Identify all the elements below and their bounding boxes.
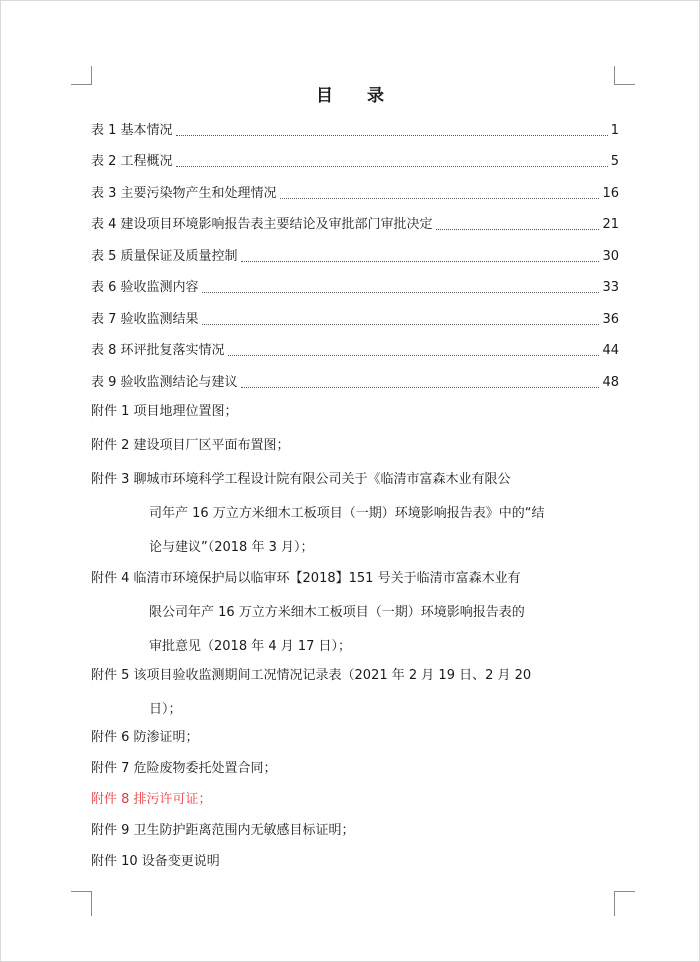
toc-page-number: 44 (602, 343, 619, 358)
attachment-1: 附件 1 项目地理位置图； (91, 404, 238, 419)
toc-page-number: 30 (602, 249, 619, 264)
toc-leader (202, 292, 600, 293)
toc-leader (280, 198, 600, 199)
toc-label: 表 7 验收监测结果 (91, 312, 199, 327)
toc-entry[interactable] (91, 310, 619, 330)
toc-entry[interactable] (91, 152, 619, 172)
attachment-4-line-3: 审批意见（2018 年 4 月 17 日）； (149, 639, 352, 654)
toc-page-number: 5 (610, 154, 619, 169)
crop-mark-bottom-right (614, 891, 635, 916)
attachment-9: 附件 9 卫生防护距离范围内无敏感目标证明； (91, 823, 355, 838)
toc-entry[interactable] (91, 278, 619, 298)
toc-label: 表 5 质量保证及质量控制 (91, 249, 238, 264)
attachment-8-highlighted: 附件 8 排污许可证； (91, 792, 212, 807)
attachment-3-line-1: 附件 3 聊城市环境科学工程设计院有限公司关于《临清市富森木业有限公 (91, 472, 511, 487)
toc-leader (241, 387, 600, 388)
toc-label: 表 3 主要污染物产生和处理情况 (91, 186, 277, 201)
toc-leader (176, 166, 608, 167)
toc-entry[interactable] (91, 341, 619, 361)
attachment-5-line-2: 日）； (149, 702, 182, 717)
attachment-5-line-1: 附件 5 该项目验收监测期间工况情况记录表（2021 年 2 月 19 日、2 月 20 (91, 668, 532, 683)
toc-label: 表 8 环评批复落实情况 (91, 343, 225, 358)
attachment-2: 附件 2 建设项目厂区平面布置图； (91, 438, 290, 453)
toc-label: 表 4 建设项目环境影响报告表主要结论及审批部门审批决定 (91, 217, 433, 232)
attachment-3 (91, 463, 621, 565)
attachment-10: 附件 10 设备变更说明 (91, 854, 220, 869)
attachment-6: 附件 6 防渗证明； (91, 730, 199, 745)
toc-label: 表 2 工程概况 (91, 154, 173, 169)
page-title: 目 录 (316, 86, 398, 106)
attachment-4 (91, 562, 621, 664)
attachment-3-line-3: 论与建议”（2018 年 3 月）； (149, 540, 314, 555)
attachment-4-line-2: 限公司年产 16 万立方米细木工板项目（一期）环境影响报告表的 (149, 605, 525, 620)
attachment-7: 附件 7 危险废物委托处置合同； (91, 761, 277, 776)
toc-leader (241, 261, 600, 262)
toc-leader (228, 355, 600, 356)
attachment-5 (91, 659, 621, 727)
toc-leader (436, 229, 600, 230)
toc-entry[interactable] (91, 215, 619, 235)
crop-mark-bottom-left (71, 891, 92, 916)
toc-entry[interactable] (91, 121, 619, 141)
toc-entry[interactable] (91, 373, 619, 393)
toc-page-number: 48 (602, 375, 619, 390)
toc-label: 表 1 基本情况 (91, 123, 173, 138)
attachment-4-line-1: 附件 4 临清市环境保护局以临审环【2018】151 号关于临清市富森木业有 (91, 571, 521, 586)
toc-leader (202, 324, 600, 325)
toc-leader (176, 135, 608, 136)
toc-page-number: 21 (602, 217, 619, 232)
toc-page-number: 33 (602, 280, 619, 295)
toc-label: 表 9 验收监测结论与建议 (91, 375, 238, 390)
attachment-3-line-2: 司年产 16 万立方米细木工板项目（一期）环境影响报告表》中的“结 (149, 506, 545, 521)
toc-page-number: 36 (602, 312, 619, 327)
toc-entry[interactable] (91, 247, 619, 267)
toc-page-number: 1 (610, 123, 619, 138)
toc-label: 表 6 验收监测内容 (91, 280, 199, 295)
toc-page-number: 16 (602, 186, 619, 201)
toc-entry[interactable] (91, 184, 619, 204)
